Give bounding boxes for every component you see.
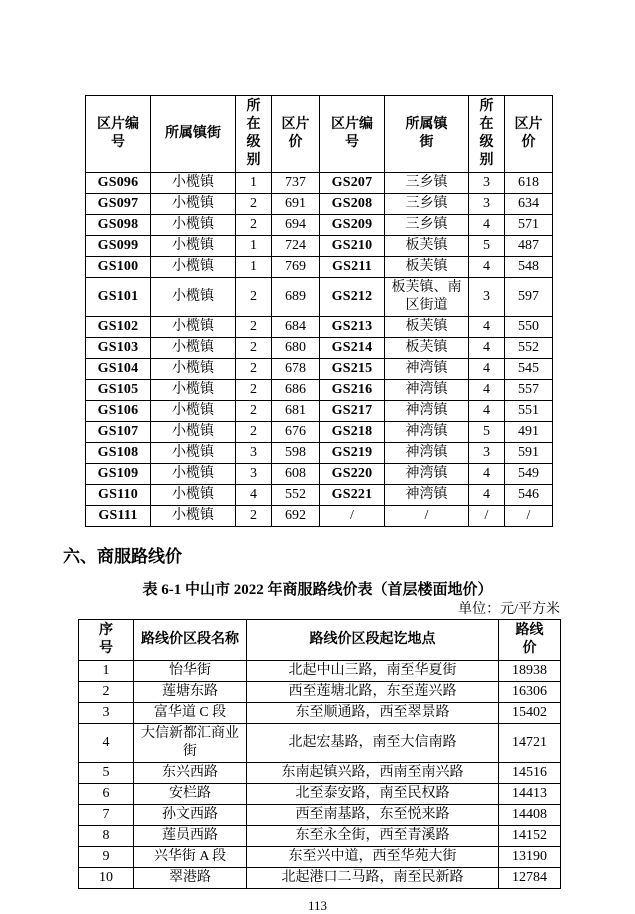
cell: GS108	[86, 443, 151, 464]
cell: 4	[469, 380, 505, 401]
zone-price-table-body	[86, 173, 553, 527]
cell: 2	[236, 422, 272, 443]
column-header: 区片编号	[320, 96, 385, 173]
table-row	[79, 763, 561, 784]
cell: 3	[469, 194, 505, 215]
cell: 686	[272, 380, 320, 401]
cell: GS111	[86, 506, 151, 527]
cell: 1	[79, 661, 134, 682]
cell: 小榄镇	[151, 236, 236, 257]
cell: GS110	[86, 485, 151, 506]
cell: 神湾镇	[385, 401, 469, 422]
cell: 692	[272, 506, 320, 527]
cell: 小榄镇	[151, 422, 236, 443]
column-header: 区片价	[272, 96, 320, 173]
cell: GS221	[320, 485, 385, 506]
cell: 莲员西路	[134, 826, 247, 847]
cell: GS214	[320, 338, 385, 359]
cell: GS217	[320, 401, 385, 422]
table-row	[79, 826, 561, 847]
cell: 552	[505, 338, 553, 359]
cell: 安栏路	[134, 784, 247, 805]
cell: 三乡镇	[385, 173, 469, 194]
cell: 5	[469, 422, 505, 443]
cell: 618	[505, 173, 553, 194]
cell: 551	[505, 401, 553, 422]
table-row	[86, 338, 553, 359]
table-row	[86, 359, 553, 380]
table-row	[79, 703, 561, 724]
header-row	[79, 620, 561, 661]
cell: 富华道 C 段	[134, 703, 247, 724]
cell: 13190	[499, 847, 561, 868]
cell: GS096	[86, 173, 151, 194]
cell: GS103	[86, 338, 151, 359]
cell: 10	[79, 868, 134, 889]
cell: 小榄镇	[151, 401, 236, 422]
cell: 东南起镇兴路，西南至南兴路	[247, 763, 499, 784]
cell: 小榄镇	[151, 359, 236, 380]
cell: 487	[505, 236, 553, 257]
road-line-price-table-header	[79, 620, 561, 661]
cell: 2	[236, 506, 272, 527]
cell: 3	[469, 278, 505, 317]
cell: 北起港口二马路，南至民新路	[247, 868, 499, 889]
cell: GS220	[320, 464, 385, 485]
table-row	[86, 380, 553, 401]
cell: 678	[272, 359, 320, 380]
cell: 545	[505, 359, 553, 380]
cell: 14721	[499, 724, 561, 763]
cell: 3	[79, 703, 134, 724]
cell: 4	[469, 464, 505, 485]
cell: 724	[272, 236, 320, 257]
column-header: 所属镇街	[151, 96, 236, 173]
cell: 东兴西路	[134, 763, 247, 784]
cell: 7	[79, 805, 134, 826]
cell: 5	[469, 236, 505, 257]
cell: 598	[272, 443, 320, 464]
cell: /	[385, 506, 469, 527]
cell: GS209	[320, 215, 385, 236]
cell: 737	[272, 173, 320, 194]
cell: 2	[236, 278, 272, 317]
column-header: 路线价	[499, 620, 561, 661]
cell: 548	[505, 257, 553, 278]
cell: 小榄镇	[151, 257, 236, 278]
cell: 5	[79, 763, 134, 784]
cell: 769	[272, 257, 320, 278]
cell: 西至南基路，东至悦来路	[247, 805, 499, 826]
cell: 3	[469, 443, 505, 464]
table-row	[86, 215, 553, 236]
cell: 557	[505, 380, 553, 401]
cell: 552	[272, 485, 320, 506]
table-row	[86, 173, 553, 194]
cell: 4	[469, 485, 505, 506]
cell: 591	[505, 443, 553, 464]
cell: 神湾镇	[385, 485, 469, 506]
section-heading: 六、商服路线价	[63, 547, 182, 566]
cell: 板芙镇	[385, 257, 469, 278]
zone-price-table	[85, 95, 553, 527]
cell: 2	[236, 317, 272, 338]
cell: 莲塘东路	[134, 682, 247, 703]
cell: 小榄镇	[151, 485, 236, 506]
cell: 板芙镇、南区街道	[385, 278, 469, 317]
cell: /	[505, 506, 553, 527]
cell: 神湾镇	[385, 380, 469, 401]
column-header: 路线价区段名称	[134, 620, 247, 661]
cell: GS216	[320, 380, 385, 401]
table-row	[86, 401, 553, 422]
cell: GS104	[86, 359, 151, 380]
table-row	[86, 278, 553, 317]
cell: 小榄镇	[151, 506, 236, 527]
cell: 6	[79, 784, 134, 805]
cell: GS105	[86, 380, 151, 401]
table-row	[79, 847, 561, 868]
cell: 小榄镇	[151, 215, 236, 236]
zone-price-table-header	[86, 96, 553, 173]
table-row	[86, 506, 553, 527]
cell: 676	[272, 422, 320, 443]
cell: 孙文西路	[134, 805, 247, 826]
cell: 16306	[499, 682, 561, 703]
cell: 14408	[499, 805, 561, 826]
header-row	[86, 96, 553, 173]
cell: GS208	[320, 194, 385, 215]
cell: /	[320, 506, 385, 527]
cell: 2	[236, 380, 272, 401]
cell: 4	[469, 401, 505, 422]
cell: GS218	[320, 422, 385, 443]
cell: GS099	[86, 236, 151, 257]
table-row	[79, 805, 561, 826]
column-header: 所在级别	[236, 96, 272, 173]
cell: GS109	[86, 464, 151, 485]
cell: GS107	[86, 422, 151, 443]
cell: 3	[236, 443, 272, 464]
cell: 小榄镇	[151, 464, 236, 485]
cell: 翠港路	[134, 868, 247, 889]
cell: GS100	[86, 257, 151, 278]
cell: 怡华街	[134, 661, 247, 682]
cell: 北起中山三路，南至华夏街	[247, 661, 499, 682]
cell: 1	[236, 173, 272, 194]
column-header: 区片价	[505, 96, 553, 173]
cell: 小榄镇	[151, 443, 236, 464]
cell: 549	[505, 464, 553, 485]
cell: 12784	[499, 868, 561, 889]
cell: 680	[272, 338, 320, 359]
cell: 4	[469, 317, 505, 338]
table-row	[86, 443, 553, 464]
cell: 550	[505, 317, 553, 338]
cell: 神湾镇	[385, 443, 469, 464]
cell: 4	[469, 359, 505, 380]
cell: 神湾镇	[385, 422, 469, 443]
cell: 18938	[499, 661, 561, 682]
cell: 571	[505, 215, 553, 236]
cell: 1	[236, 257, 272, 278]
cell: 小榄镇	[151, 278, 236, 317]
cell: 小榄镇	[151, 317, 236, 338]
cell: GS106	[86, 401, 151, 422]
cell: 兴华街 A 段	[134, 847, 247, 868]
road-line-price-table-body	[79, 661, 561, 889]
table-row	[86, 485, 553, 506]
cell: 板芙镇	[385, 236, 469, 257]
table-row	[79, 784, 561, 805]
cell: 板芙镇	[385, 317, 469, 338]
cell: GS210	[320, 236, 385, 257]
cell: 689	[272, 278, 320, 317]
cell: 14413	[499, 784, 561, 805]
cell: 北至泰安路，南至民权路	[247, 784, 499, 805]
cell: 2	[236, 215, 272, 236]
cell: GS102	[86, 317, 151, 338]
column-header: 序号	[79, 620, 134, 661]
table-row	[79, 661, 561, 682]
cell: 东至永全街，西至青溪路	[247, 826, 499, 847]
column-header: 所在级别	[469, 96, 505, 173]
road-table-title: 表 6-1 中山市 2022 年商服路线价表（首层楼面地价）	[142, 582, 493, 598]
cell: 4	[79, 724, 134, 763]
table-row	[86, 422, 553, 443]
cell: 大信新都汇商业街	[134, 724, 247, 763]
cell: /	[469, 506, 505, 527]
cell: 神湾镇	[385, 359, 469, 380]
cell: 1	[236, 236, 272, 257]
cell: 小榄镇	[151, 380, 236, 401]
cell: 684	[272, 317, 320, 338]
column-header: 所属镇街	[385, 96, 469, 173]
cell: 2	[236, 359, 272, 380]
cell: 板芙镇	[385, 338, 469, 359]
cell: GS212	[320, 278, 385, 317]
cell: GS097	[86, 194, 151, 215]
cell: GS101	[86, 278, 151, 317]
cell: 小榄镇	[151, 338, 236, 359]
cell: 2	[236, 401, 272, 422]
unit-label: 单位：元/平方米	[458, 602, 560, 617]
table-row	[79, 724, 561, 763]
cell: 3	[236, 464, 272, 485]
cell: 8	[79, 826, 134, 847]
cell: 4	[236, 485, 272, 506]
cell: 691	[272, 194, 320, 215]
cell: 15402	[499, 703, 561, 724]
cell: 2	[236, 338, 272, 359]
cell: 491	[505, 422, 553, 443]
cell: 小榄镇	[151, 194, 236, 215]
table-row	[86, 194, 553, 215]
table-row	[79, 682, 561, 703]
cell: 北起宏基路，南至大信南路	[247, 724, 499, 763]
cell: 小榄镇	[151, 173, 236, 194]
cell: 三乡镇	[385, 194, 469, 215]
table-row	[86, 236, 553, 257]
cell: 681	[272, 401, 320, 422]
table-row	[86, 317, 553, 338]
cell: GS215	[320, 359, 385, 380]
cell: 14152	[499, 826, 561, 847]
road-line-price-table	[78, 619, 561, 889]
cell: 东至顺通路，西至翠景路	[247, 703, 499, 724]
cell: 597	[505, 278, 553, 317]
page-number: 113	[307, 898, 328, 913]
cell: GS211	[320, 257, 385, 278]
table-row	[86, 464, 553, 485]
cell: 634	[505, 194, 553, 215]
cell: GS098	[86, 215, 151, 236]
cell: 14516	[499, 763, 561, 784]
column-header: 区片编号	[86, 96, 151, 173]
cell: 608	[272, 464, 320, 485]
cell: 4	[469, 257, 505, 278]
cell: 2	[236, 194, 272, 215]
cell: 三乡镇	[385, 215, 469, 236]
cell: GS207	[320, 173, 385, 194]
cell: 神湾镇	[385, 464, 469, 485]
cell: GS213	[320, 317, 385, 338]
table-row	[86, 257, 553, 278]
cell: 西至莲塘北路，东至莲兴路	[247, 682, 499, 703]
cell: 3	[469, 173, 505, 194]
column-header: 路线价区段起讫地点	[247, 620, 499, 661]
cell: 546	[505, 485, 553, 506]
cell: 2	[79, 682, 134, 703]
cell: 694	[272, 215, 320, 236]
cell: 东至兴中道，西至华苑大街	[247, 847, 499, 868]
cell: 4	[469, 215, 505, 236]
table-row	[79, 868, 561, 889]
cell: 9	[79, 847, 134, 868]
cell: 4	[469, 338, 505, 359]
cell: GS219	[320, 443, 385, 464]
